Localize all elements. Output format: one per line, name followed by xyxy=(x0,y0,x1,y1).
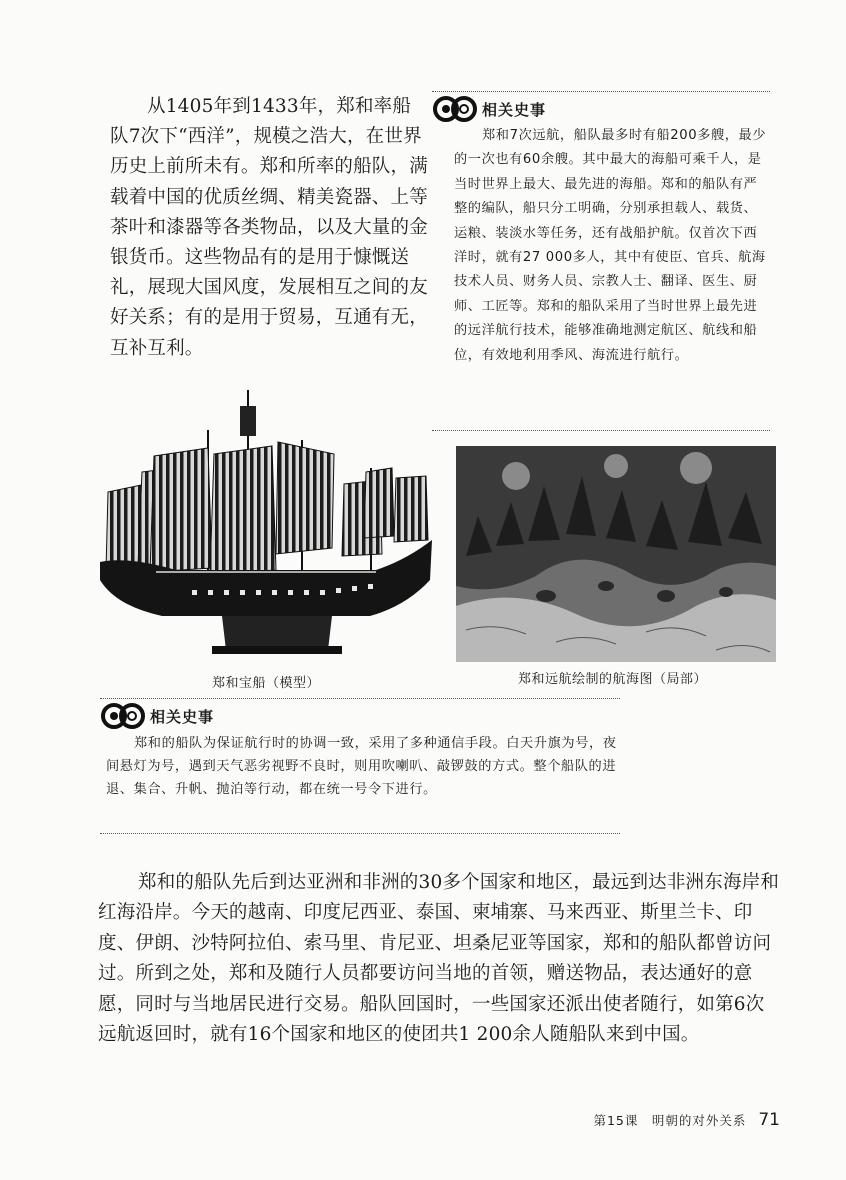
box-text-content: 郑和7次远航，船队最多时有船200多艘，最少的一次也有60余艘。其中最大的海船可乘千人，是当时世界上最大、最先进的海船。郑和的船队有严整的编队，船只分工明确，分别承担载人、载货、运粮、装淡水等任务，还有战船护航。仅首次下西洋时，就有27 000多人，其中有使臣、官兵、航海技术人员、财务人员、宗教人士、翻译、医生、厨师、工匠等。郑和的船队采用了当时世界上最先进的远洋航行技术，能够准确地测定航区、航线和船位，有效地利用季风、海流进行航行。 xyxy=(454,128,767,363)
box-header xyxy=(100,699,620,733)
box-text xyxy=(432,124,770,368)
bottom-paragraph xyxy=(98,868,782,1050)
related-history-box-1 xyxy=(432,91,770,431)
box-header xyxy=(432,92,770,126)
box-title: 相关史事 xyxy=(150,707,215,726)
lesson-title: 第15课 明朝的对外关系 xyxy=(593,1113,747,1128)
related-history-logo-icon xyxy=(432,92,478,126)
box-title: 相关史事 xyxy=(482,100,547,119)
page-number: 71 xyxy=(758,1110,780,1130)
chart-caption: 郑和远航绘制的航海图（局部） xyxy=(518,672,708,687)
bottom-paragraph-text: 郑和的船队先后到达亚洲和非洲的30多个国家和地区，最远到达非洲东海岸和红海沿岸。今天的越南、印度尼西亚、泰国、柬埔寨、马来西亚、斯里兰卡、印度、伊朗、沙特阿拉伯、索马里、肯尼亚、坦桑尼亚等国家，郑和的船队都曾访问过。所到之处，郑和及随行人员都要访问当地的首领，赠送物品，表达通好的意愿，同时与当地居民进行交易。船队回国时，一些国家还派出使者随行，如第6次远航返回时，就有16个国家和地区的使团共1 200余人随船队来到中国。 xyxy=(98,872,780,1046)
main-paragraph-text: 从1405年到1433年，郑和率船队7次下“西洋”，规模之浩大，在世界历史上前所未有。郑和所率的船队，满载着中国的优质丝绸、精美瓷器、上等茶叶和漆器等各类物品，以及大量的金银货币。这些物品有的是用于慷慨送礼，展现大国风度，发展相互之间的友好关系；有的是用于贸易，互通有无，互补互利。 xyxy=(110,96,428,359)
ship-caption: 郑和宝船（模型） xyxy=(212,676,321,691)
page-footer xyxy=(593,1110,780,1130)
main-paragraph xyxy=(110,92,428,364)
box-text xyxy=(100,733,620,801)
related-history-logo-icon xyxy=(100,699,146,733)
treasure-ship-model-image xyxy=(96,380,436,666)
related-history-box-2 xyxy=(100,698,620,834)
navigation-chart-image xyxy=(456,446,776,662)
box-text-content: 郑和的船队为保证航行时的协调一致，采用了多种通信手段。白天升旗为号，夜间悬灯为号，遇到天气恶劣视野不良时，则用吹喇叭、敲锣鼓的方式。整个船队的进退、集合、升帆、抛泊等行动，都在统一号令下进行。 xyxy=(106,736,617,797)
